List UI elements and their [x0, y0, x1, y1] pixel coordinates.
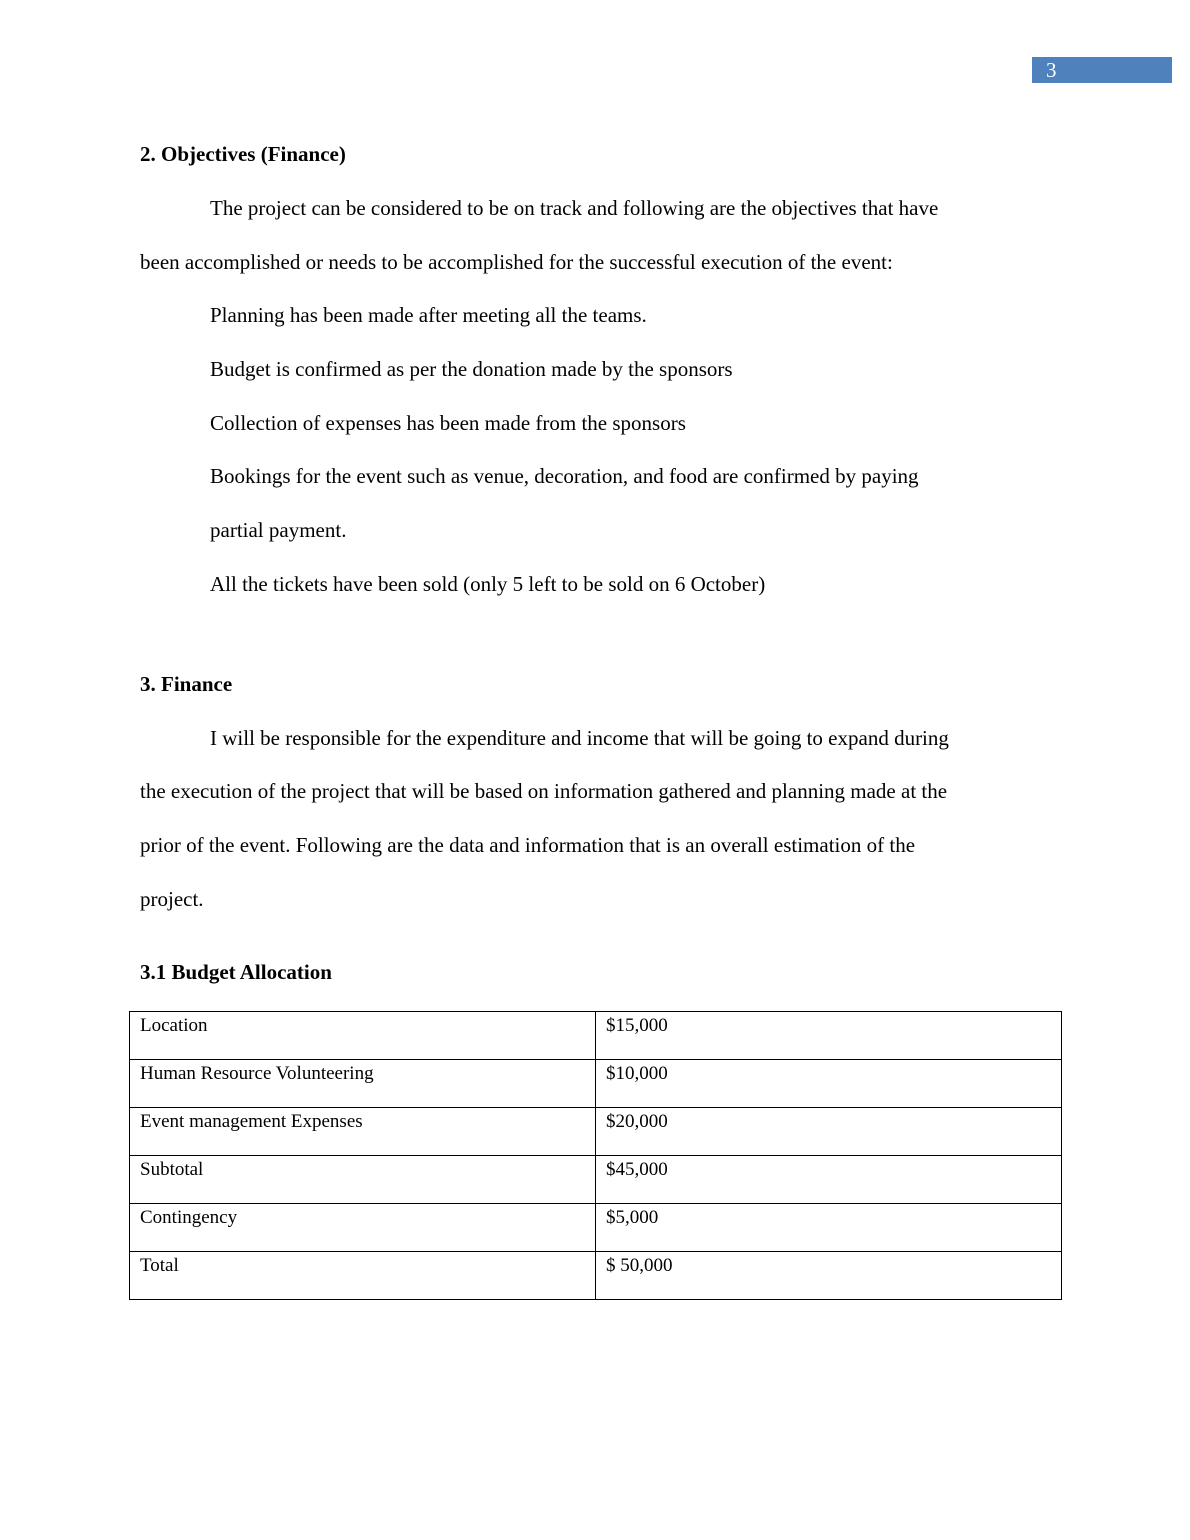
table-cell-amount: $ 50,000 — [596, 1252, 1062, 1300]
section-heading-objectives: 2. Objectives (Finance) — [140, 142, 346, 166]
section-heading-budget-allocation: 3.1 Budget Allocation — [140, 960, 332, 984]
table-cell-amount: $15,000 — [596, 1012, 1062, 1060]
table-row — [130, 1156, 1062, 1204]
table-cell-amount: $20,000 — [596, 1108, 1062, 1156]
list-item: Bookings for the event such as venue, decoration, and food are confirmed by paying — [210, 464, 919, 488]
list-item: Collection of expenses has been made from the sponsors — [210, 411, 686, 435]
table-row — [130, 1252, 1062, 1300]
table-cell-amount: $45,000 — [596, 1156, 1062, 1204]
table-cell-label: Event management Expenses — [130, 1108, 596, 1156]
paragraph-line: The project can be considered to be on track and following are the objectives that have — [210, 196, 939, 220]
table-row — [130, 1012, 1062, 1060]
paragraph-line: I will be responsible for the expenditure and income that will be going to expand during — [210, 726, 949, 750]
table-cell-label: Subtotal — [130, 1156, 596, 1204]
list-item: Budget is confirmed as per the donation made by the sponsors — [210, 357, 733, 381]
table-cell-label: Human Resource Volunteering — [130, 1060, 596, 1108]
table-cell-amount: $10,000 — [596, 1060, 1062, 1108]
table-cell-label: Total — [130, 1252, 596, 1300]
table-cell-amount: $5,000 — [596, 1204, 1062, 1252]
list-item: Planning has been made after meeting all the teams. — [210, 303, 647, 327]
budget-table — [129, 1011, 1062, 1300]
table-row — [130, 1108, 1062, 1156]
paragraph-line: project. — [140, 887, 204, 911]
paragraph-line: been accomplished or needs to be accomplished for the successful execution of the event: — [140, 250, 893, 274]
page-number: 3 — [1032, 57, 1172, 83]
list-item: partial payment. — [210, 518, 347, 542]
paragraph-line: prior of the event. Following are the data and information that is an overall estimation of the — [140, 833, 916, 857]
table-cell-label: Contingency — [130, 1204, 596, 1252]
table-cell-label: Location — [130, 1012, 596, 1060]
paragraph-line: the execution of the project that will be based on information gathered and planning made at the — [140, 779, 948, 803]
table-row — [130, 1204, 1062, 1252]
section-heading-finance: 3. Finance — [140, 672, 233, 696]
list-item: All the tickets have been sold (only 5 left to be sold on 6 October) — [210, 572, 766, 596]
table-row — [130, 1060, 1062, 1108]
